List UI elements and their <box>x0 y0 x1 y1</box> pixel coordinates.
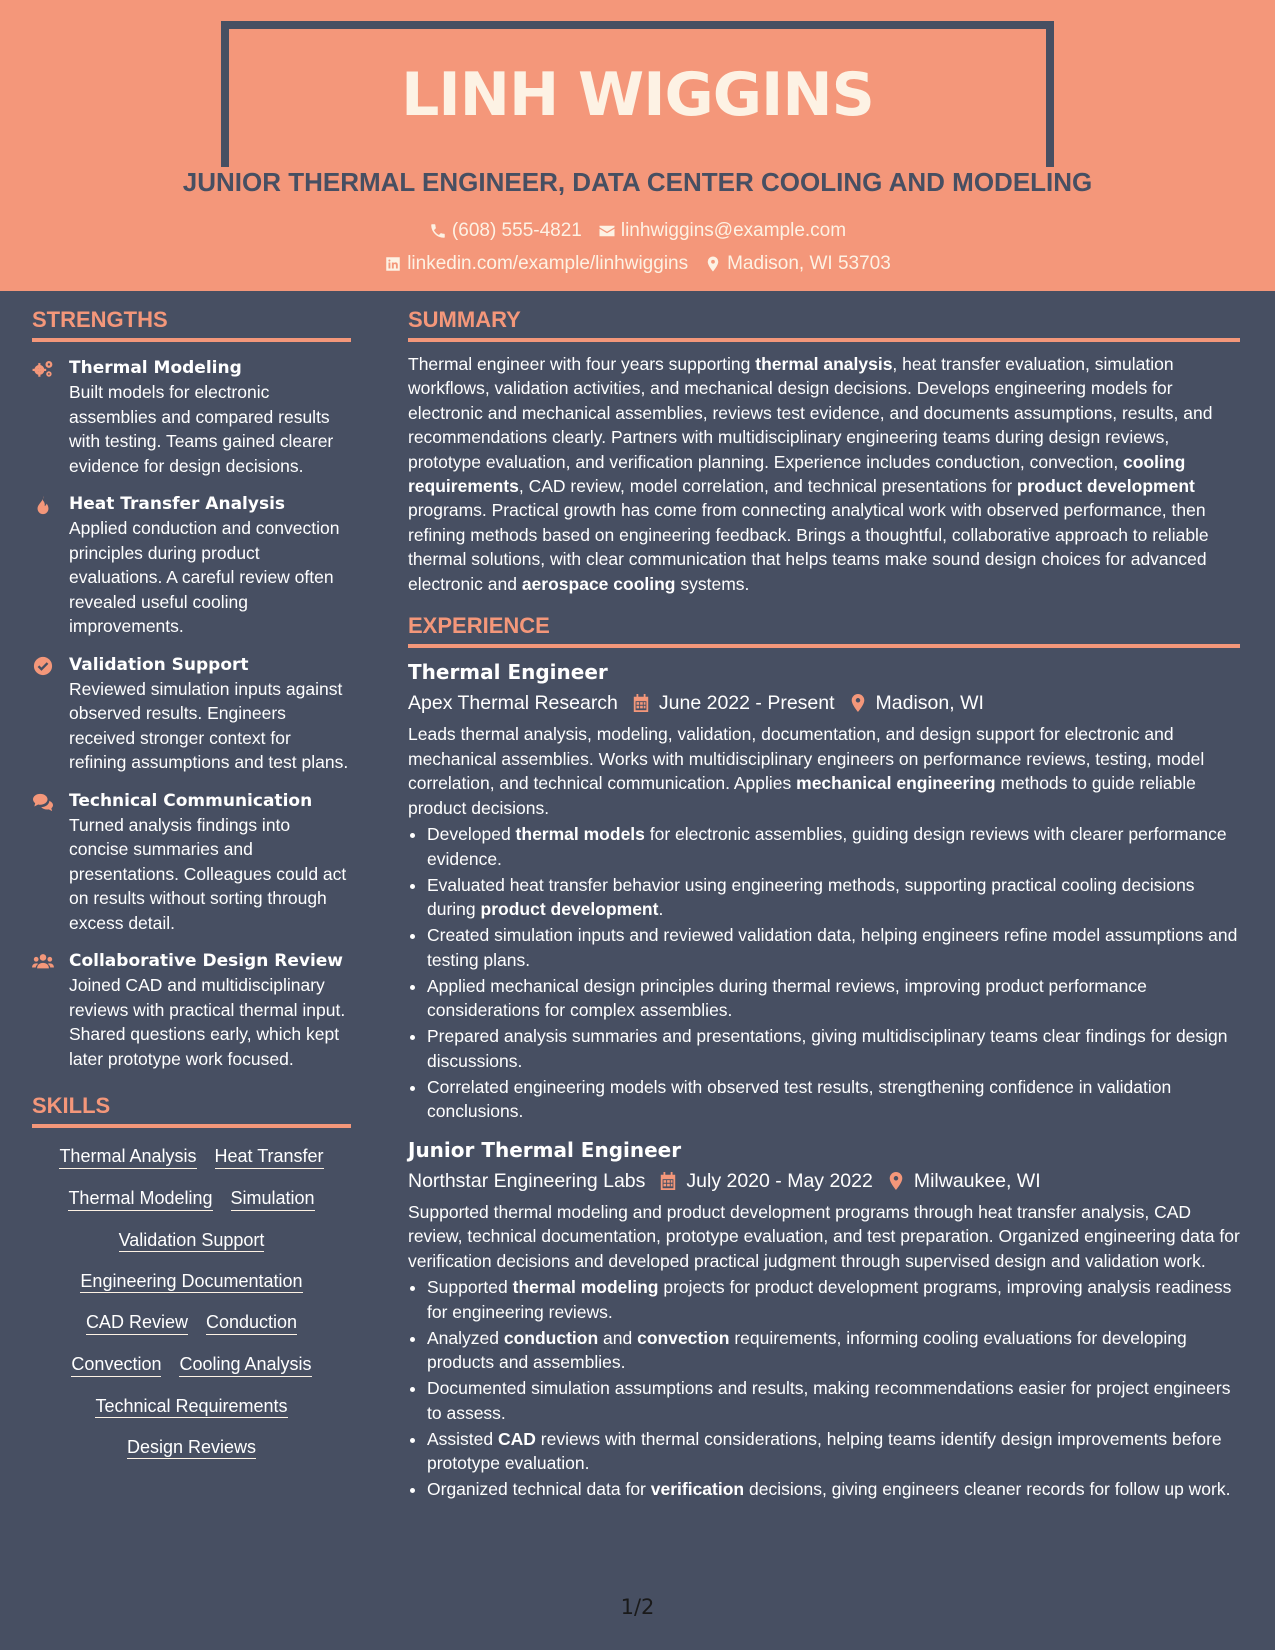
bullet-item: • Developed thermal models for electronic assemblies, guiding design reviews with clearer performance evidence. <box>427 822 1240 871</box>
contact-location <box>704 253 891 275</box>
skill-tag: Conduction <box>206 1311 297 1335</box>
job-company: Northstar Engineering Labs <box>408 1169 646 1192</box>
strength-item <box>32 653 351 775</box>
job-role: Thermal Engineer <box>408 660 608 685</box>
bullet-item: • Assisted CAD reviews with thermal considerations, helping teams identify design improvements before prototype evaluation. <box>427 1427 1240 1476</box>
header <box>0 0 1275 291</box>
linkedin-text: linkedin.com/example/linhwiggins <box>407 253 689 274</box>
email-text: linhwiggins@example.com <box>620 220 847 241</box>
skill-tag: Design Reviews <box>126 1437 257 1457</box>
skill-tag-row <box>32 1436 351 1459</box>
skills-list <box>32 1136 351 1468</box>
skill-tag: Technical Requirements <box>95 1396 288 1416</box>
gears-icon <box>32 359 54 379</box>
strength-text: Reviewed simulation inputs against observed results. Engineers received stronger context for refining assumptions and test plans. <box>69 678 349 772</box>
strength-title: Thermal Modeling <box>69 358 242 378</box>
strength-text: Applied conduction and convection principles during product evaluations. A careful review often revealed useful cooling improvements. <box>69 518 340 636</box>
bullet-item: • Documented simulation assumptions and results, making recommendations easier for project engineers to assess. <box>427 1376 1240 1425</box>
job-meta <box>408 1166 1240 1196</box>
location-text: Madison, WI 53703 <box>727 253 891 274</box>
summary-title: SUMMARY <box>408 307 1240 342</box>
job-description: Leads thermal analysis, modeling, validation, documentation, and design support for electronic and mechanical assemblies. Works with multidisciplinary engineers on performance reviews, testing, model correlation, and technical communication. Applies mechanical engineering methods to guide reliable product decisions. <box>408 724 1205 818</box>
strength-text: Turned analysis findings into concise summaries and presentations. Colleagues could act on results without sorting through excess detail. <box>69 814 347 933</box>
skill-tag: Cooling Analysis <box>179 1353 311 1377</box>
comments-icon <box>32 792 54 812</box>
bullet-item: • Applied mechanical design principles during thermal reviews, improving product performance considerations for complex assemblies. <box>427 974 1240 1023</box>
calendar-icon <box>659 1171 677 1191</box>
check-circle-icon <box>32 656 54 676</box>
summary-text: Thermal engineer with four years supporting thermal analysis, heat transfer evaluation, simulation workflows, validation activities, and mechanical design decisions. Develops engineering models for electronic and mechanical assemblies, reviews test evidence, and documents assumptions, results, and recommendations clearly. Partners with multidisciplinary engineering teams during design reviews, prototype evaluation, and verification planning. Experience includes conduction, convection, cooling requirements, CAD review, model correlation, and technical presentations for product development programs. Practical growth has come from connecting analytical work with observed performance, then refining methods based on engineering feedback. Brings a thoughtful, collaborative approach to reliable thermal solutions, with clear communication that helps teams make sound design choices for advanced electronic and aerospace cooling systems. <box>408 354 1213 594</box>
job-entry <box>408 658 1240 1124</box>
skill-tag: Validation Support <box>118 1230 265 1250</box>
skill-tag: CAD Review <box>86 1311 188 1335</box>
strength-title: Collaborative Design Review <box>69 951 344 971</box>
skills-title: SKILLS <box>32 1093 351 1128</box>
job-bullets <box>408 822 1240 1124</box>
contact-row-2 <box>0 253 1275 275</box>
skill-tag-row <box>32 1229 351 1252</box>
phone-text: (608) 555-4821 <box>451 220 582 241</box>
strengths-title: STRENGTHS <box>32 307 351 342</box>
experience-title: EXPERIENCE <box>408 613 1240 648</box>
job-location: Madison, WI <box>875 692 984 715</box>
candidate-name: LINH WIGGINS <box>401 60 874 130</box>
strength-item <box>32 949 351 1071</box>
phone-icon <box>429 222 447 240</box>
contact-linkedin[interactable] <box>384 253 688 275</box>
job-company: Apex Thermal Research <box>408 692 618 715</box>
map-pin-icon <box>704 255 722 273</box>
strength-text: Built models for electronic assemblies and compared results with testing. Teams gained clearer evidence for design decisions. <box>69 382 334 476</box>
job-meta <box>408 688 1240 718</box>
strength-item <box>32 492 351 639</box>
page-number: 1/2 <box>620 1595 655 1619</box>
skill-tag-row <box>32 1395 351 1418</box>
strength-item <box>32 356 351 478</box>
skill-tag: Engineering Documentation <box>80 1271 303 1291</box>
skill-tag: Convection <box>71 1353 161 1377</box>
bullet-item: • Organized technical data for verification decisions, giving engineers cleaner records for follow up work. <box>427 1477 1240 1502</box>
contact-phone[interactable] <box>429 220 582 242</box>
bullet-item: • Supported thermal modeling projects for product development programs, improving analysis readiness for engineering reviews. <box>427 1275 1240 1324</box>
job-description: Supported thermal modeling and product development programs through heat transfer analysis, CAD review, technical documentation, prototype evaluation, and test preparation. Organized engineering data for verification decisions and developed practical judgment through supervised design and validation work. <box>408 1201 1240 1271</box>
contact-email[interactable] <box>598 220 846 242</box>
bullet-item: • Evaluated heat transfer behavior using engineering methods, supporting practical cooling decisions during product development. <box>427 873 1240 922</box>
strength-item <box>32 789 351 936</box>
job-dates: July 2020 - May 2022 <box>686 1169 873 1192</box>
bullet-item: • Analyzed conduction and convection requirements, informing cooling evaluations for developing products and assemblies. <box>427 1326 1240 1375</box>
job-location: Milwaukee, WI <box>913 1169 1041 1192</box>
contact-row-1 <box>0 220 1275 242</box>
flame-icon <box>32 495 54 515</box>
calendar-icon <box>632 693 650 713</box>
envelope-icon <box>598 222 616 240</box>
skill-tag: Simulation <box>231 1187 315 1211</box>
job-dates: June 2022 - Present <box>658 692 835 715</box>
map-pin-icon <box>849 693 867 713</box>
bullet-item: • Created simulation inputs and reviewed validation data, helping engineers refine model assumptions and testing plans. <box>427 923 1240 972</box>
job-role: Junior Thermal Engineer <box>408 1137 682 1162</box>
left-column <box>32 307 351 1468</box>
strength-text: Joined CAD and multidisciplinary reviews with practical thermal input. Shared questions early, which kept later prototype work focused. <box>69 975 346 1069</box>
skill-tag: Heat Transfer <box>215 1145 324 1169</box>
bullet-item: • Prepared analysis summaries and presentations, giving multidisciplinary teams clear findings for design discussions. <box>427 1024 1240 1073</box>
bullet-item: • Correlated engineering models with observed test results, strengthening confidence in validation conclusions. <box>427 1075 1240 1124</box>
strength-title: Heat Transfer Analysis <box>69 494 286 514</box>
skill-tag-row <box>32 1270 351 1293</box>
skill-tag: Thermal Analysis <box>59 1145 196 1169</box>
users-icon <box>32 952 54 972</box>
map-pin-icon <box>887 1171 905 1191</box>
strength-title: Validation Support <box>69 654 249 675</box>
strength-title: Technical Communication <box>69 790 313 811</box>
linkedin-icon <box>384 255 402 273</box>
job-entry <box>408 1136 1240 1502</box>
job-title: JUNIOR THERMAL ENGINEER, DATA CENTER COOLING AND MODELING <box>182 167 1093 197</box>
right-column <box>408 307 1240 1503</box>
job-bullets <box>408 1275 1240 1502</box>
skill-tag: Thermal Modeling <box>68 1187 212 1211</box>
